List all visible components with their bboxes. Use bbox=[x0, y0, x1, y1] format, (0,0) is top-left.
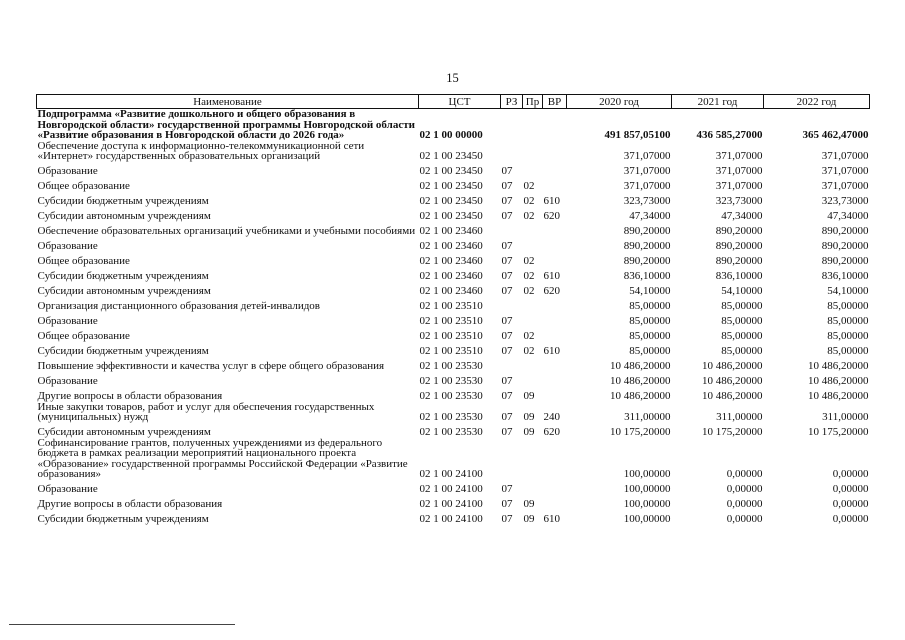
table-row bbox=[37, 312, 870, 327]
row-value-2022: 0,00000 bbox=[832, 498, 869, 510]
row-name: Образование bbox=[37, 315, 98, 327]
row-rz: 07 bbox=[501, 390, 513, 402]
row-value-2022: 85,00000 bbox=[827, 300, 869, 312]
row-rz: 07 bbox=[501, 255, 513, 267]
row-value-2021: 54,10000 bbox=[721, 285, 763, 297]
budget-table bbox=[36, 94, 870, 525]
row-value-2020: 100,00000 bbox=[623, 498, 671, 510]
table-row bbox=[37, 510, 870, 525]
row-pr: 02 bbox=[523, 255, 535, 267]
row-name: Общее образование bbox=[37, 180, 130, 192]
row-rz: 07 bbox=[501, 375, 513, 387]
row-cst: 02 1 00 23450 bbox=[419, 180, 483, 192]
row-value-2020: 100,00000 bbox=[623, 483, 671, 495]
row-value-2020: 371,07000 bbox=[623, 165, 671, 177]
row-pr: 02 bbox=[523, 285, 535, 297]
row-cst: 02 1 00 23460 bbox=[419, 225, 483, 237]
row-cst: 02 1 00 23450 bbox=[419, 165, 483, 177]
row-name: Общее образование bbox=[37, 330, 130, 342]
row-value-2022: 0,00000 bbox=[832, 483, 869, 495]
row-pr bbox=[523, 237, 543, 252]
table-row bbox=[37, 297, 870, 312]
table-row bbox=[37, 372, 870, 387]
row-value-2020: 100,00000 bbox=[623, 468, 671, 480]
row-value-2021: 85,00000 bbox=[721, 300, 763, 312]
row-name: Образование bbox=[37, 240, 98, 252]
row-value-2021: 10 486,20000 bbox=[702, 375, 763, 387]
row-rz bbox=[501, 297, 523, 312]
header-cst: ЦСТ bbox=[419, 95, 501, 109]
table-row bbox=[37, 141, 870, 162]
header-2020: 2020 год bbox=[567, 95, 672, 109]
row-value-2020: 54,10000 bbox=[629, 285, 671, 297]
table-row bbox=[37, 327, 870, 342]
row-value-2021: 0,00000 bbox=[726, 468, 763, 480]
row-pr: 09 bbox=[523, 411, 535, 423]
row-rz: 07 bbox=[501, 180, 513, 192]
table-row bbox=[37, 282, 870, 297]
row-vr bbox=[543, 372, 567, 387]
row-pr: 09 bbox=[523, 390, 535, 402]
row-value-2021: 10 175,20000 bbox=[702, 426, 763, 438]
table-row bbox=[37, 192, 870, 207]
row-name: Софинансирование грантов, полученных учреждениями из федерального бюджета в рамках реализации мероприятий национального проекта «Образование» государственной программы Российской Федерации «Развитие образования» bbox=[37, 436, 408, 480]
row-pr bbox=[523, 357, 543, 372]
row-pr bbox=[523, 109, 543, 141]
row-value-2020: 10 175,20000 bbox=[610, 426, 671, 438]
row-pr: 02 bbox=[523, 330, 535, 342]
row-pr bbox=[523, 438, 543, 480]
row-cst: 02 1 00 23510 bbox=[419, 315, 483, 327]
row-cst: 02 1 00 23530 bbox=[419, 360, 483, 372]
row-value-2021: 0,00000 bbox=[726, 483, 763, 495]
row-vr bbox=[543, 222, 567, 237]
row-pr bbox=[523, 162, 543, 177]
row-name: Другие вопросы в области образования bbox=[37, 390, 223, 402]
row-value-2022: 311,00000 bbox=[822, 411, 869, 423]
row-name: Организация дистанционного образования детей-инвалидов bbox=[37, 300, 320, 312]
row-cst: 02 1 00 24100 bbox=[419, 513, 483, 525]
row-value-2022: 890,20000 bbox=[821, 240, 869, 252]
row-value-2022: 47,34000 bbox=[827, 210, 869, 222]
row-pr: 09 bbox=[523, 426, 535, 438]
row-rz: 07 bbox=[501, 240, 513, 252]
row-rz bbox=[501, 109, 523, 141]
row-pr: 09 bbox=[523, 513, 535, 525]
row-vr bbox=[543, 162, 567, 177]
row-value-2021: 47,34000 bbox=[721, 210, 763, 222]
table-row bbox=[37, 387, 870, 402]
row-rz bbox=[501, 357, 523, 372]
row-pr: 02 bbox=[523, 210, 535, 222]
row-value-2022: 85,00000 bbox=[827, 345, 869, 357]
row-name: Повышение эффективности и качества услуг в сфере общего образования bbox=[37, 360, 385, 372]
row-cst: 02 1 00 23450 bbox=[419, 150, 483, 162]
row-cst: 02 1 00 24100 bbox=[419, 468, 483, 480]
row-value-2021: 85,00000 bbox=[721, 330, 763, 342]
row-value-2020: 323,73000 bbox=[623, 195, 671, 207]
row-rz: 07 bbox=[501, 195, 513, 207]
row-cst: 02 1 00 23450 bbox=[419, 195, 483, 207]
row-rz: 07 bbox=[501, 411, 513, 423]
row-value-2022: 0,00000 bbox=[832, 468, 869, 480]
row-value-2021: 371,07000 bbox=[715, 180, 763, 192]
row-pr: 09 bbox=[523, 498, 535, 510]
row-value-2020: 371,07000 bbox=[623, 180, 671, 192]
row-value-2022: 371,07000 bbox=[821, 165, 869, 177]
row-value-2021: 311,00000 bbox=[716, 411, 763, 423]
row-vr bbox=[543, 387, 567, 402]
row-rz: 07 bbox=[501, 165, 513, 177]
table-row bbox=[37, 267, 870, 282]
row-cst: 02 1 00 23510 bbox=[419, 300, 483, 312]
row-name: Образование bbox=[37, 483, 98, 495]
row-vr bbox=[543, 141, 567, 162]
row-name: Иные закупки товаров, работ и услуг для обеспечения государственных (муниципальных) нужд bbox=[37, 400, 375, 423]
row-value-2020: 85,00000 bbox=[629, 330, 671, 342]
table-body bbox=[37, 109, 870, 525]
row-name: Подпрограмма «Развитие дошкольного и общего образования в Новгородской области» государственной программы Новгородской области «Развитие образования в Новгородской области до 2026 года» bbox=[37, 108, 415, 141]
row-value-2020: 890,20000 bbox=[623, 255, 671, 267]
row-value-2022: 836,10000 bbox=[821, 270, 869, 282]
row-value-2021: 85,00000 bbox=[721, 345, 763, 357]
row-value-2020: 100,00000 bbox=[623, 513, 671, 525]
row-value-2020: 371,07000 bbox=[623, 150, 671, 162]
row-cst: 02 1 00 23510 bbox=[419, 330, 483, 342]
row-rz bbox=[501, 141, 523, 162]
row-vr bbox=[543, 109, 567, 141]
row-cst: 02 1 00 23460 bbox=[419, 255, 483, 267]
row-value-2020: 10 486,20000 bbox=[610, 360, 671, 372]
table-row bbox=[37, 207, 870, 222]
row-value-2022: 371,07000 bbox=[821, 150, 869, 162]
footnote-divider bbox=[9, 624, 235, 625]
row-value-2021: 890,20000 bbox=[715, 240, 763, 252]
row-rz: 07 bbox=[501, 315, 513, 327]
row-value-2022: 10 486,20000 bbox=[808, 375, 869, 387]
row-vr bbox=[543, 177, 567, 192]
row-value-2020: 47,34000 bbox=[629, 210, 671, 222]
row-value-2020: 890,20000 bbox=[623, 225, 671, 237]
table-row bbox=[37, 480, 870, 495]
row-value-2021: 323,73000 bbox=[715, 195, 763, 207]
row-name: Образование bbox=[37, 165, 98, 177]
row-vr bbox=[543, 297, 567, 312]
row-cst: 02 1 00 23530 bbox=[419, 375, 483, 387]
row-cst: 02 1 00 24100 bbox=[419, 498, 483, 510]
row-value-2022: 323,73000 bbox=[821, 195, 869, 207]
row-rz: 07 bbox=[501, 498, 513, 510]
row-cst: 02 1 00 23460 bbox=[419, 285, 483, 297]
row-value-2020: 10 486,20000 bbox=[610, 375, 671, 387]
row-value-2020: 491 857,05100 bbox=[604, 129, 671, 141]
row-value-2020: 836,10000 bbox=[623, 270, 671, 282]
row-value-2022: 10 175,20000 bbox=[808, 426, 869, 438]
row-rz: 07 bbox=[501, 426, 513, 438]
row-vr bbox=[543, 357, 567, 372]
row-pr bbox=[523, 141, 543, 162]
row-vr: 620 bbox=[543, 426, 560, 438]
row-vr: 610 bbox=[543, 513, 560, 525]
row-value-2020: 311,00000 bbox=[624, 411, 671, 423]
row-value-2020: 85,00000 bbox=[629, 345, 671, 357]
row-rz: 07 bbox=[501, 483, 513, 495]
row-name: Общее образование bbox=[37, 255, 130, 267]
table-row bbox=[37, 402, 870, 423]
row-pr bbox=[523, 312, 543, 327]
row-value-2020: 85,00000 bbox=[629, 315, 671, 327]
row-value-2022: 0,00000 bbox=[832, 513, 869, 525]
row-cst: 02 1 00 00000 bbox=[419, 129, 483, 141]
row-name: Образование bbox=[37, 375, 98, 387]
row-name: Другие вопросы в области образования bbox=[37, 498, 223, 510]
table-row bbox=[37, 342, 870, 357]
row-value-2021: 890,20000 bbox=[715, 255, 763, 267]
row-value-2022: 365 462,47000 bbox=[802, 129, 869, 141]
row-name: Субсидии автономным учреждениям bbox=[37, 210, 211, 222]
row-cst: 02 1 00 23530 bbox=[419, 390, 483, 402]
header-rz: РЗ bbox=[501, 95, 523, 109]
row-value-2020: 10 486,20000 bbox=[610, 390, 671, 402]
row-rz: 07 bbox=[501, 285, 513, 297]
header-2021: 2021 год bbox=[672, 95, 764, 109]
row-value-2022: 85,00000 bbox=[827, 330, 869, 342]
row-pr bbox=[523, 222, 543, 237]
row-name: Обеспечение образовательных организаций учебниками и учебными пособиями bbox=[37, 225, 416, 237]
header-pr: Пр bbox=[523, 95, 543, 109]
table-row bbox=[37, 252, 870, 267]
row-cst: 02 1 00 23530 bbox=[419, 411, 483, 423]
row-cst: 02 1 00 24100 bbox=[419, 483, 483, 495]
row-vr bbox=[543, 495, 567, 510]
row-pr: 02 bbox=[523, 270, 535, 282]
row-value-2022: 10 486,20000 bbox=[808, 390, 869, 402]
table-row bbox=[37, 237, 870, 252]
row-vr: 610 bbox=[543, 195, 560, 207]
row-cst: 02 1 00 23530 bbox=[419, 426, 483, 438]
row-pr: 02 bbox=[523, 345, 535, 357]
row-pr bbox=[523, 297, 543, 312]
row-rz: 07 bbox=[501, 345, 513, 357]
page-number: 15 bbox=[446, 71, 459, 85]
row-rz bbox=[501, 222, 523, 237]
row-value-2021: 836,10000 bbox=[715, 270, 763, 282]
header-vr: ВР bbox=[543, 95, 567, 109]
row-value-2021: 85,00000 bbox=[721, 315, 763, 327]
table-row bbox=[37, 162, 870, 177]
row-rz: 07 bbox=[501, 270, 513, 282]
row-value-2020: 890,20000 bbox=[623, 240, 671, 252]
table-row bbox=[37, 423, 870, 438]
table-row bbox=[37, 109, 870, 141]
row-cst: 02 1 00 23460 bbox=[419, 270, 483, 282]
row-value-2022: 10 486,20000 bbox=[808, 360, 869, 372]
row-rz: 07 bbox=[501, 513, 513, 525]
row-vr bbox=[543, 327, 567, 342]
table-row bbox=[37, 177, 870, 192]
row-pr: 02 bbox=[523, 180, 535, 192]
row-vr bbox=[543, 438, 567, 480]
row-value-2022: 54,10000 bbox=[827, 285, 869, 297]
table-row bbox=[37, 357, 870, 372]
row-value-2020: 85,00000 bbox=[629, 300, 671, 312]
row-vr: 620 bbox=[543, 210, 560, 222]
row-value-2022: 85,00000 bbox=[827, 315, 869, 327]
row-value-2021: 0,00000 bbox=[726, 498, 763, 510]
row-name: Субсидии бюджетным учреждениям bbox=[37, 270, 209, 282]
row-value-2022: 890,20000 bbox=[821, 225, 869, 237]
row-name: Субсидии автономным учреждениям bbox=[37, 426, 211, 438]
row-vr: 610 bbox=[543, 270, 560, 282]
row-vr: 620 bbox=[543, 285, 560, 297]
row-value-2021: 10 486,20000 bbox=[702, 360, 763, 372]
row-vr bbox=[543, 252, 567, 267]
row-name: Обеспечение доступа к информационно-телекоммуникационной сети «Интернет» государственных образовательных организаций bbox=[37, 139, 365, 162]
row-value-2021: 0,00000 bbox=[726, 513, 763, 525]
row-pr bbox=[523, 480, 543, 495]
row-rz bbox=[501, 438, 523, 480]
row-name: Субсидии бюджетным учреждениям bbox=[37, 513, 209, 525]
row-value-2021: 10 486,20000 bbox=[702, 390, 763, 402]
row-vr bbox=[543, 312, 567, 327]
header-2022: 2022 год bbox=[764, 95, 870, 109]
row-name: Субсидии автономным учреждениям bbox=[37, 285, 211, 297]
row-rz: 07 bbox=[501, 210, 513, 222]
row-cst: 02 1 00 23510 bbox=[419, 345, 483, 357]
row-value-2022: 371,07000 bbox=[821, 180, 869, 192]
row-name: Субсидии бюджетным учреждениям bbox=[37, 195, 209, 207]
row-vr: 240 bbox=[543, 411, 560, 423]
row-value-2021: 371,07000 bbox=[715, 165, 763, 177]
header-row bbox=[37, 95, 870, 109]
table-row bbox=[37, 222, 870, 237]
row-vr bbox=[543, 480, 567, 495]
row-cst: 02 1 00 23460 bbox=[419, 240, 483, 252]
row-value-2022: 890,20000 bbox=[821, 255, 869, 267]
row-value-2021: 371,07000 bbox=[715, 150, 763, 162]
table-row bbox=[37, 495, 870, 510]
row-vr bbox=[543, 237, 567, 252]
row-vr: 610 bbox=[543, 345, 560, 357]
row-value-2021: 436 585,27000 bbox=[696, 129, 763, 141]
row-value-2021: 890,20000 bbox=[715, 225, 763, 237]
row-name: Субсидии бюджетным учреждениям bbox=[37, 345, 209, 357]
row-pr bbox=[523, 372, 543, 387]
row-rz: 07 bbox=[501, 330, 513, 342]
header-name: Наименование bbox=[37, 95, 419, 109]
row-cst: 02 1 00 23450 bbox=[419, 210, 483, 222]
table-row bbox=[37, 438, 870, 480]
row-pr: 02 bbox=[523, 195, 535, 207]
